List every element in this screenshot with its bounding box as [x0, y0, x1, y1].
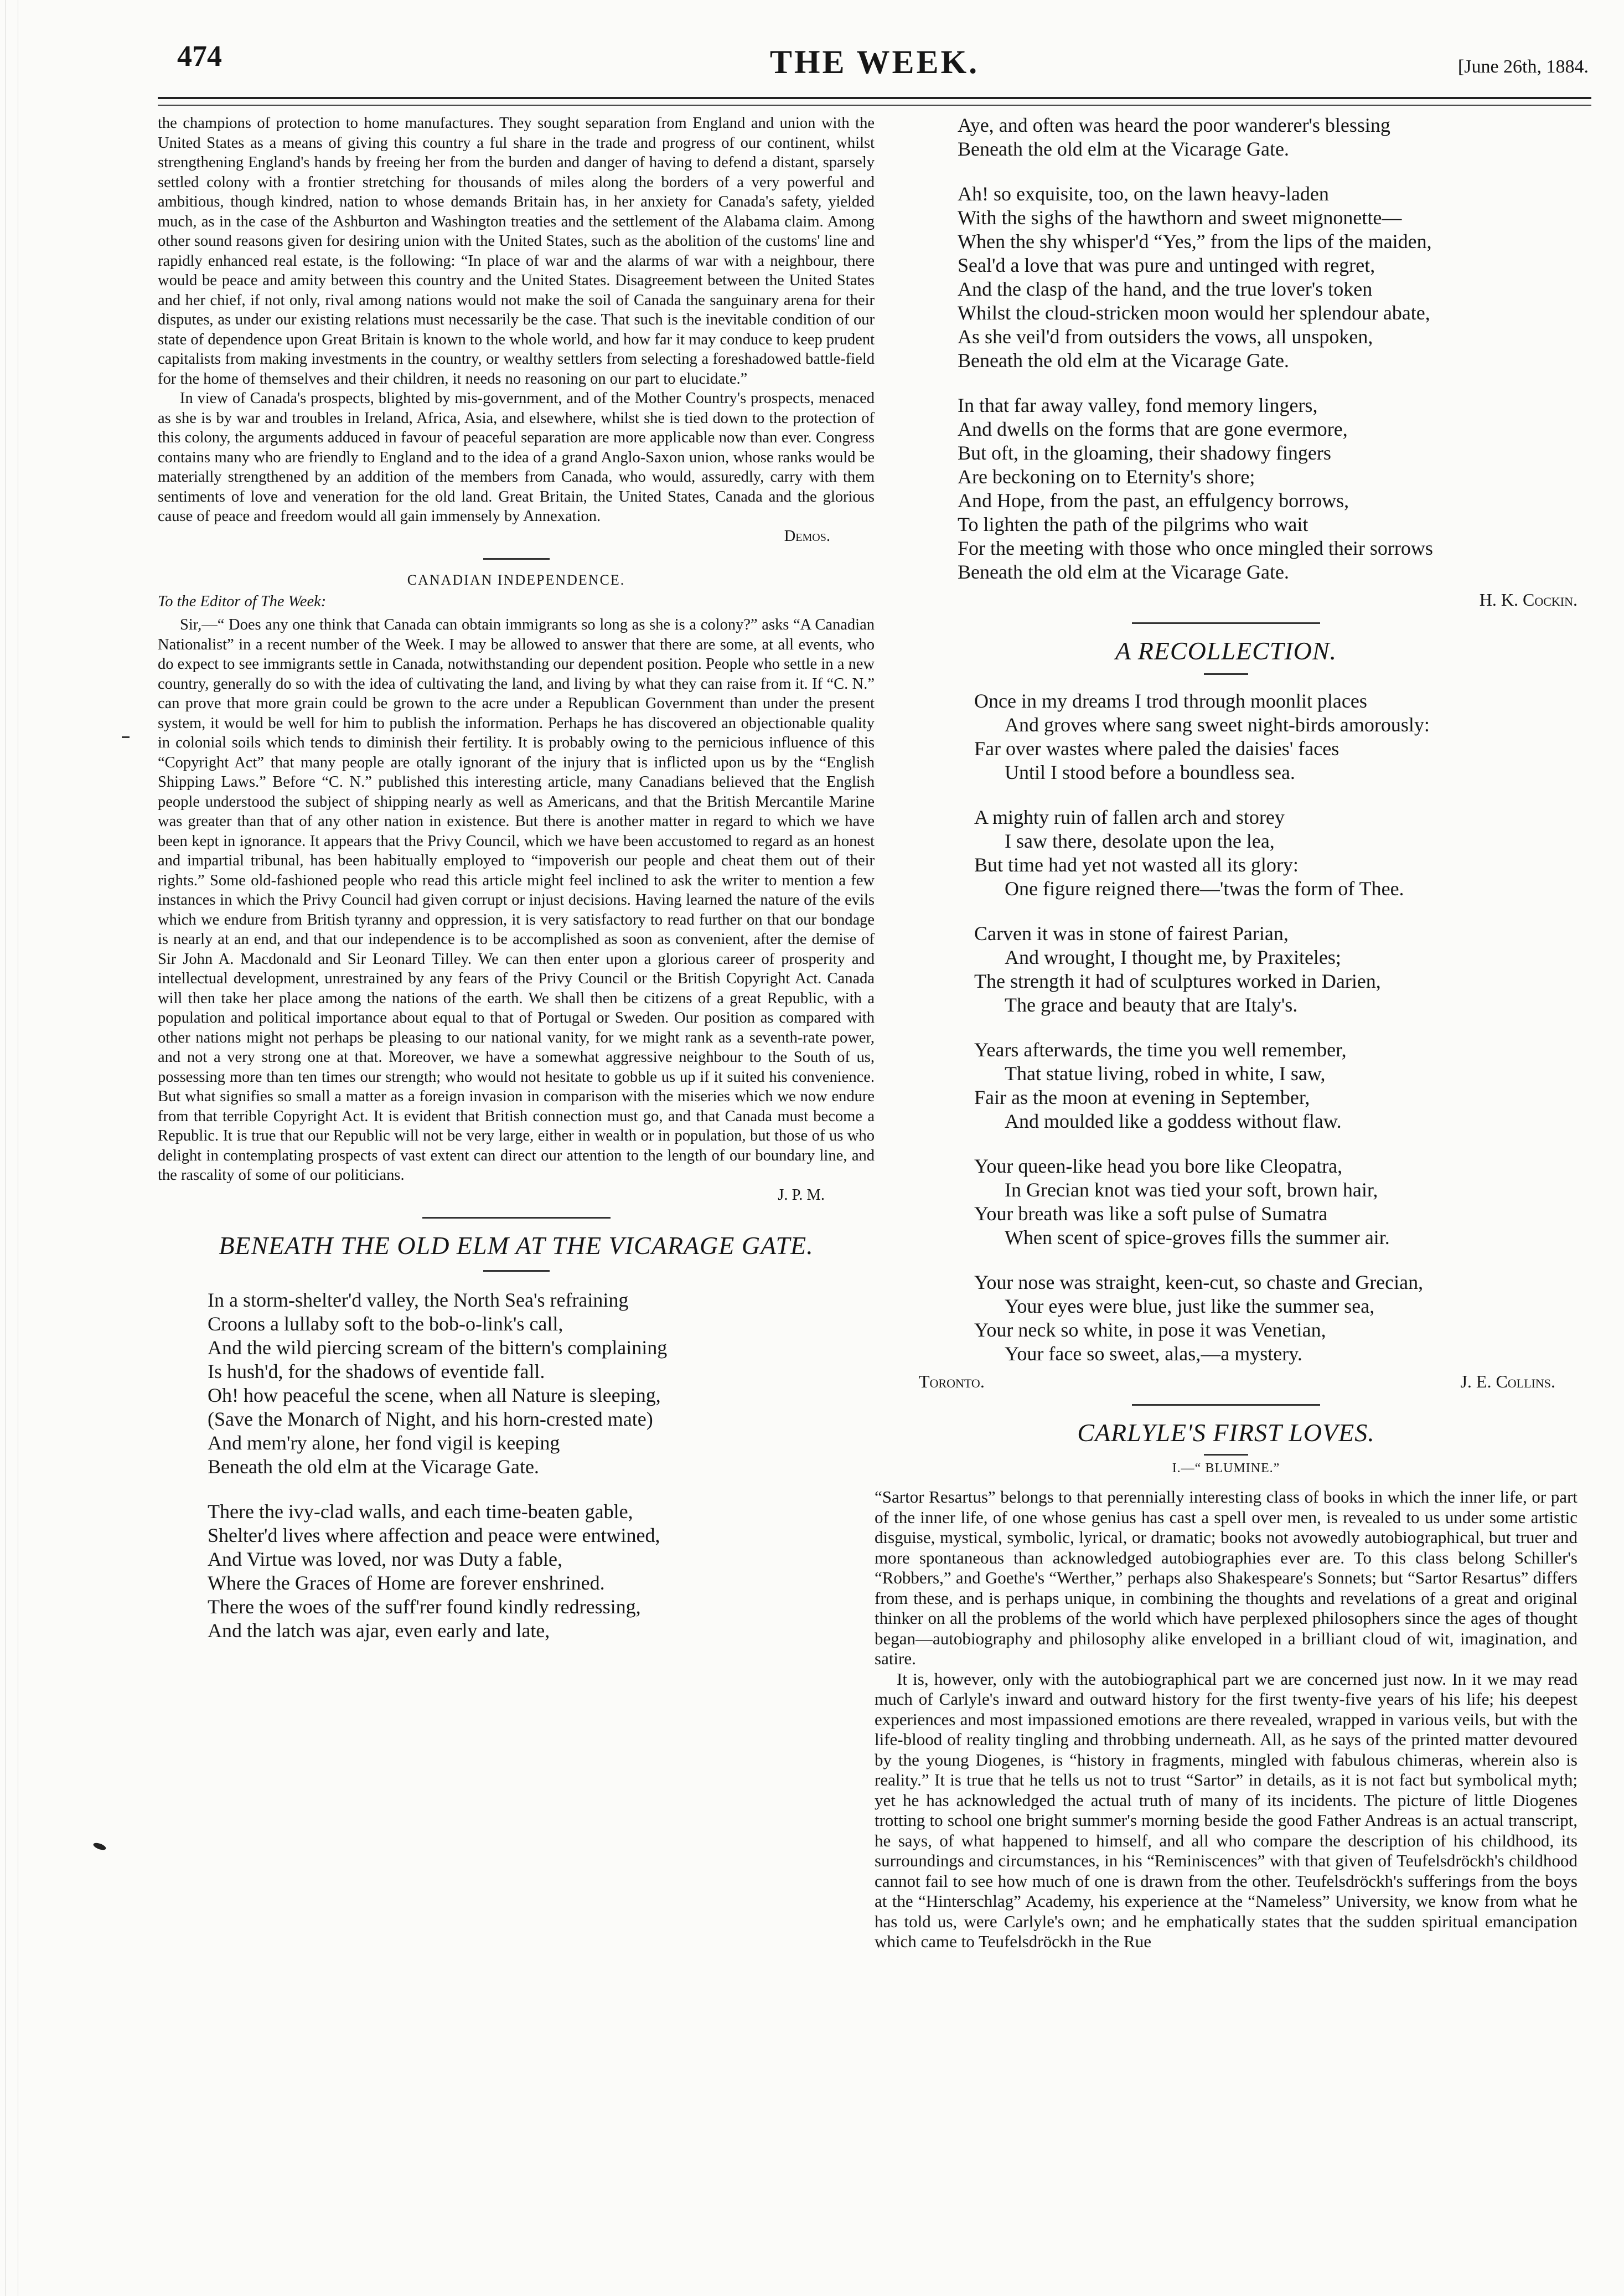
poem-line: Beneath the old elm at the Vicarage Gate. [958, 349, 1289, 372]
poem-line: Far over wastes where paled the daisies' faces [974, 737, 1339, 760]
left-column [158, 113, 875, 2245]
poem-line: Shelter'd lives where affection and peace were entwined, [208, 1524, 660, 1546]
poem-line: That statue living, robed in white, I saw, [1005, 1062, 1326, 1085]
poem-line: Where the Graces of Home are forever enshrined. [208, 1572, 605, 1594]
margin-dash [122, 736, 130, 738]
paragraph: Sir,—“ Does any one think that Canada can obtain immigrants so long as she is a colony?” asks “A Canadian Nationalist” in a recent number of the Week. I may be allowed to answer that there are some, at all events, who do expect to see immigrants settle in Canada, notwithstanding our dependent position. People who settle in a new country, generally do so with the idea of cultivating the land, and living by what they can raise from it. If “C. N.” can prove that more grain could be grown to the acre under a Republican Government than under the present system, it would be well for him to publish the information. Perhaps he has discovered an objectionable quality in colonial soils which tends to diminish their fertility. It is probably owing to the pernicious influence of this “Copyright Act” that many people are otally ignorant of the injury that is inflicted upon us by the “English Shipping Laws.” Before “C. N.” published this interesting article, many Canadians believed that the English people understood the subject of shipping nearly as well as Americans, and that the British Mercantile Marine was greater than that of any other nation in existence. But there is another matter in regard to which we have been kept in ignorance. It appears that the Privy Council, which we have been accustomed to regard as an honest and impartial tribunal, has been habitually employed to “impoverish our people and cheat them out of their rights.” Some old-fashioned people who read this article might feel inclined to ask the writer to mention a few instances in which the Privy Council had given corrupt or injust decisions. Having learned the nature of the evils which we endure from British tyranny and oppression, it is very satisfactory to read further on that our bondage is nearly at an end, and that our independence is to be accomplished as soon as convenient, after the demise of Sir John A. Macdonald and Sir Leonard Tilley. We can then enter upon a glorious career of prosperity and intellectual development, unrestrained by any fears of the Privy Council or the British Copyright Act. Canada will then take her place among the nations of the earth. We shall then be citizens of a great Republic, with a population and political importance about equal to that of Portugal or Sweden. Our position as compared with other nations might not perhaps be pleasing to our national vanity, for we might rank as a seventh-rate power, and not a very strong one at that. Moreover, we have a somewhat aggressive neighbour to the South of us, possessing more than ten times our strength; who would not hesitate to gobble us up if it suited his convenience. But what signifies so small a matter as a foreign invasion in comparison with the miseries which we now endure from that terrible Copyright Act. It is evident that British connection must go, and that Canada must become a Republic. It is true that our Republic will not be very large, either in wealth or in population, but those of us who delight in contemplating prospects of vast extent can direct our attention to the length of our boundary line, and the rascality of some of our politicians. [158, 616, 875, 1184]
page-number: 474 [177, 39, 222, 73]
signature: H. K. Cockin. [1479, 590, 1578, 610]
letter-jpm [158, 615, 875, 1205]
poem-line: Ah! so exquisite, too, on the lawn heavy-laden [958, 183, 1329, 205]
poem-line: And the latch was ajar, even early and late, [208, 1619, 550, 1642]
essay-title: CARLYLE'S FIRST LOVES. [1077, 1418, 1375, 1447]
divider [422, 1217, 611, 1219]
poem-line: For the meeting with those who once mingled their sorrows [958, 537, 1433, 559]
signature: Demos. [784, 527, 830, 545]
poem-line: Seal'd a love that was pure and untinged with regret, [958, 254, 1375, 276]
poem-line: I saw there, desolate upon the lea, [1005, 830, 1275, 852]
poem-line: The grace and beauty that are Italy's. [1005, 994, 1298, 1016]
poem-line: In that far away valley, fond memory lingers, [958, 394, 1318, 416]
poem-line: And the clasp of the hand, and the true lover's token [958, 278, 1373, 300]
poem-line: One figure reigned there—'twas the form of Thee. [1005, 878, 1404, 900]
poem-line: And Virtue was loved, nor was Duty a fable, [208, 1548, 563, 1570]
paragraph: “Sartor Resartus” belongs to that perennially interesting class of books in which the inner life, or part of the inner life, of one whose genius has cast a spell over men, is revealed to us under some artistic disguise, mystical, symbolic, lyrical, or dramatic; books not avowedly autobiographical, but truer and more spontaneous than acknowledged autobiographies ever are. To this class belong Schiller's “Robbers,” and Goethe's “Werther,” perhaps also Shakespeare's Sonnets; but “Sartor Resartus” differs from these, and is perhaps unique, in combining the thoughts and revelations of a great and original thinker on all the problems of the world which have perplexed philosophers since the ages of thought began—autobiography and philosophy alike enveloped in a brilliant cloud of wit, imagination, and satire. [875, 1487, 1578, 1668]
poem-title: A RECOLLECTION. [1115, 637, 1337, 665]
poem-line: Your face so sweet, alas,—a mystery. [1005, 1343, 1302, 1365]
divider [483, 1270, 550, 1272]
paragraph: In view of Canada's prospects, blighted by mis-government, and of the Mother Country's prospects, menaced as she is by war and troubles in Ireland, Africa, Asia, and elsewhere, whilst she is tied down to the protection of this colony, the arguments adduced in favour of peaceful separation are more applicable now than ever. Congress contains many who are friendly to England and to the idea of a grand Anglo-Saxon union, whose ranks would be materially strengthened by an addition of the members from Canada, who would, assuredly, carry with them sentiments of love and veneration for the old land. Great Britain, the United States, Canada and the glorious cause of peace and freedom would all gain immensely by Annexation. [158, 390, 875, 525]
poem-line: To lighten the path of the pilgrims who wait [958, 513, 1308, 535]
section-title: CANADIAN INDEPENDENCE. [407, 572, 625, 588]
poem-line: Croons a lullaby soft to the bob-o-link's call, [208, 1313, 563, 1335]
poem-line: When the shy whisper'd “Yes,” from the lips of the maiden, [958, 230, 1432, 252]
poem-line: In a storm-shelter'd valley, the North Sea's refraining [208, 1289, 629, 1311]
poem-line: A mighty ruin of fallen arch and storey [974, 806, 1285, 828]
poem-line: And wrought, I thought me, by Praxiteles; [1005, 946, 1341, 968]
divider [1132, 1404, 1320, 1406]
place-name: Toronto. [919, 1371, 985, 1391]
header-rule [158, 97, 1591, 106]
salutation: To the Editor of The Week: [158, 593, 327, 610]
poem-line: Is hush'd, for the shadows of eventide fall. [208, 1360, 545, 1382]
poem-line: But oft, in the gloaming, their shadowy fingers [958, 442, 1331, 464]
poem-line: And the wild piercing scream of the bittern's complaining [208, 1337, 668, 1359]
masthead-title: THE WEEK. [769, 44, 980, 80]
poem-line: Beneath the old elm at the Vicarage Gate. [208, 1456, 539, 1478]
poem-line: There the ivy-clad walls, and each time-beaten gable, [208, 1500, 633, 1523]
signature: J. P. M. [778, 1186, 825, 1204]
poem-line: Your queen-like head you bore like Cleopatra, [974, 1155, 1343, 1177]
essay-subtitle: I.—“ BLUMINE.” [1172, 1461, 1280, 1475]
divider [1204, 1454, 1248, 1456]
ink-blot [92, 1841, 107, 1851]
poem-line: As she veil'd from outsiders the vows, all unspoken, [958, 326, 1373, 348]
poem-line: Your neck so white, in pose it was Venetian, [974, 1319, 1326, 1341]
stanza [974, 689, 1578, 785]
letter-demos [158, 113, 875, 546]
stanza [958, 182, 1578, 373]
poem-line: Your eyes were blue, just like the summer sea, [1005, 1295, 1375, 1317]
poem-title: BENEATH THE OLD ELM AT THE VICARAGE GATE. [219, 1231, 814, 1260]
stanza [958, 394, 1578, 584]
poem-line: And groves where sang sweet night-birds amorously: [1005, 714, 1430, 736]
poem-line: Beneath the old elm at the Vicarage Gate. [958, 138, 1289, 160]
poem-line: And Hope, from the past, an effulgency borrows, [958, 489, 1349, 512]
stanza [974, 1271, 1578, 1366]
stanza [974, 1154, 1578, 1250]
paragraph: It is, however, only with the autobiographical part we are concerned just now. In it we may read much of Carlyle's inward and outward history for the first twenty-five years of his life; his deepest experiences and most impassioned emotions are there revealed, wrapped in various veils, but with the life-blood of reality tingling and throbbing underneath. All, as he says of the printed matter devoured by the young Diogenes, is “history in fragments, mingled with fabulous chimeras, wherein also is reality.” It is true that he tells us not to trust “Sartor” in details, as it is not fact but symbolical myth; yet he has acknowledged the actual truth of many of its incidents. The picture of little Diogenes trotting to school one bright summer's morning beside the good Father Andreas is an actual transcript, he says, of what happened to himself, and all who compare the description of his childhood, its surroundings and circumstances, in his “Reminiscences” with that given of Teufelsdröckh's childhood cannot fail to see how much of one is drawn from the other. Teufelsdröckh's sufferings from the boys at the “Hinterschlag” Academy, his experience at the “Nameless” University, we know from what he has told us, were Carlyle's own; and he emphatically states that the sudden spiritual emancipation which came to Teufelsdröckh in the Rue [875, 1669, 1578, 1951]
poem-line: The strength it had of sculptures worked in Darien, [974, 970, 1381, 992]
essay-body [875, 1487, 1578, 1952]
poem-line: In Grecian knot was tied your soft, brown hair, [1005, 1179, 1378, 1201]
stanza [974, 922, 1578, 1017]
poem-line: Once in my dreams I trod through moonlit places [974, 690, 1367, 712]
poem-line: Are beckoning on to Eternity's shore; [958, 466, 1255, 488]
divider [483, 558, 550, 560]
poem-line: With the sighs of the hawthorn and sweet mignonette— [958, 207, 1402, 229]
poem-recollection [875, 689, 1578, 1366]
stanza [208, 1500, 875, 1643]
poem-line: Fair as the moon at evening in September, [974, 1086, 1310, 1108]
poem-line: And moulded like a goddess without flaw. [1005, 1110, 1342, 1132]
poem-vicarage-gate [158, 1288, 875, 1643]
poem-line: Aye, and often was heard the poor wanderer's blessing [958, 114, 1390, 136]
poem-line: Carven it was in stone of fairest Parian, [974, 922, 1289, 945]
poem-line: Your breath was like a soft pulse of Sumatra [974, 1203, 1328, 1225]
poem-line: And dwells on the forms that are gone evermore, [958, 418, 1348, 440]
stanza [974, 1038, 1578, 1133]
poem-vicarage-gate-continued [875, 113, 1578, 584]
poem-line: Oh! how peaceful the scene, when all Nature is sleeping, [208, 1384, 661, 1406]
poem-line: Your nose was straight, keen-cut, so chaste and Grecian, [974, 1271, 1424, 1293]
right-column [875, 113, 1578, 2245]
poem-line: (Save the Monarch of Night, and his horn-crested mate) [208, 1408, 653, 1430]
scan-edge [0, 0, 24, 2296]
poem-line: There the woes of the suff'rer found kindly redressing, [208, 1596, 641, 1618]
divider [1204, 673, 1248, 675]
poem-line: But time had yet not wasted all its glory: [974, 854, 1299, 876]
poem-line: And mem'ry alone, her fond vigil is keeping [208, 1432, 560, 1454]
poem-line: When scent of spice-groves fills the summer air. [1005, 1226, 1390, 1248]
stanza [208, 1288, 875, 1479]
poem-line: Until I stood before a boundless sea. [1005, 761, 1295, 783]
dateline: [June 26th, 1884. [1457, 56, 1589, 77]
paragraph: the champions of protection to home manufactures. They sought separation from England and union with the United States as a means of giving this country a ful share in the trade and progress of our continent, whilst strengthening England's hands by freeing her from the burden and danger of having to defend a distant, sparsely settled colony with a frontier stretching for thousands of miles along the borders of a very powerful and ambitious, though kindred, nation to whose demands Britain has, in her anxiety for Canada's safety, yielded much, as in the case of the Ashburton and Washington treaties and the settlement of the Alabama claim. Among other sound reasons given for desiring union with the United States, such as the abolition of the customs' line and rapidly enhanced real estate, is the following: “In place of war and the alarms of war with a neighbour, there would be peace and amity between this country and the United States. Disagreement between the United States and her chief, if not only, rival among nations would not make the soil of Canada the sanguinary arena for their disputes, as under our existing relations must necessarily be the case. That such is the inevitable condition of our state of dependence upon Great Britain is known to the whole world, and how far it may conduce to keep prudent capitalists from making investments in the country, or wealthy settlers from selecting a foreshadowed battle-field for the home of themselves and their children, it needs no reasoning on our part to elucidate.” [158, 115, 875, 388]
divider [1132, 622, 1320, 624]
signature: J. E. Collins. [1460, 1371, 1555, 1391]
stanza [974, 806, 1578, 901]
poem-line: Years afterwards, the time you well remember, [974, 1039, 1347, 1061]
poem-line: Beneath the old elm at the Vicarage Gate. [958, 561, 1289, 583]
page-header [161, 39, 1589, 89]
stanza [958, 113, 1578, 161]
poem-line: Whilst the cloud-stricken moon would her splendour abate, [958, 302, 1430, 324]
